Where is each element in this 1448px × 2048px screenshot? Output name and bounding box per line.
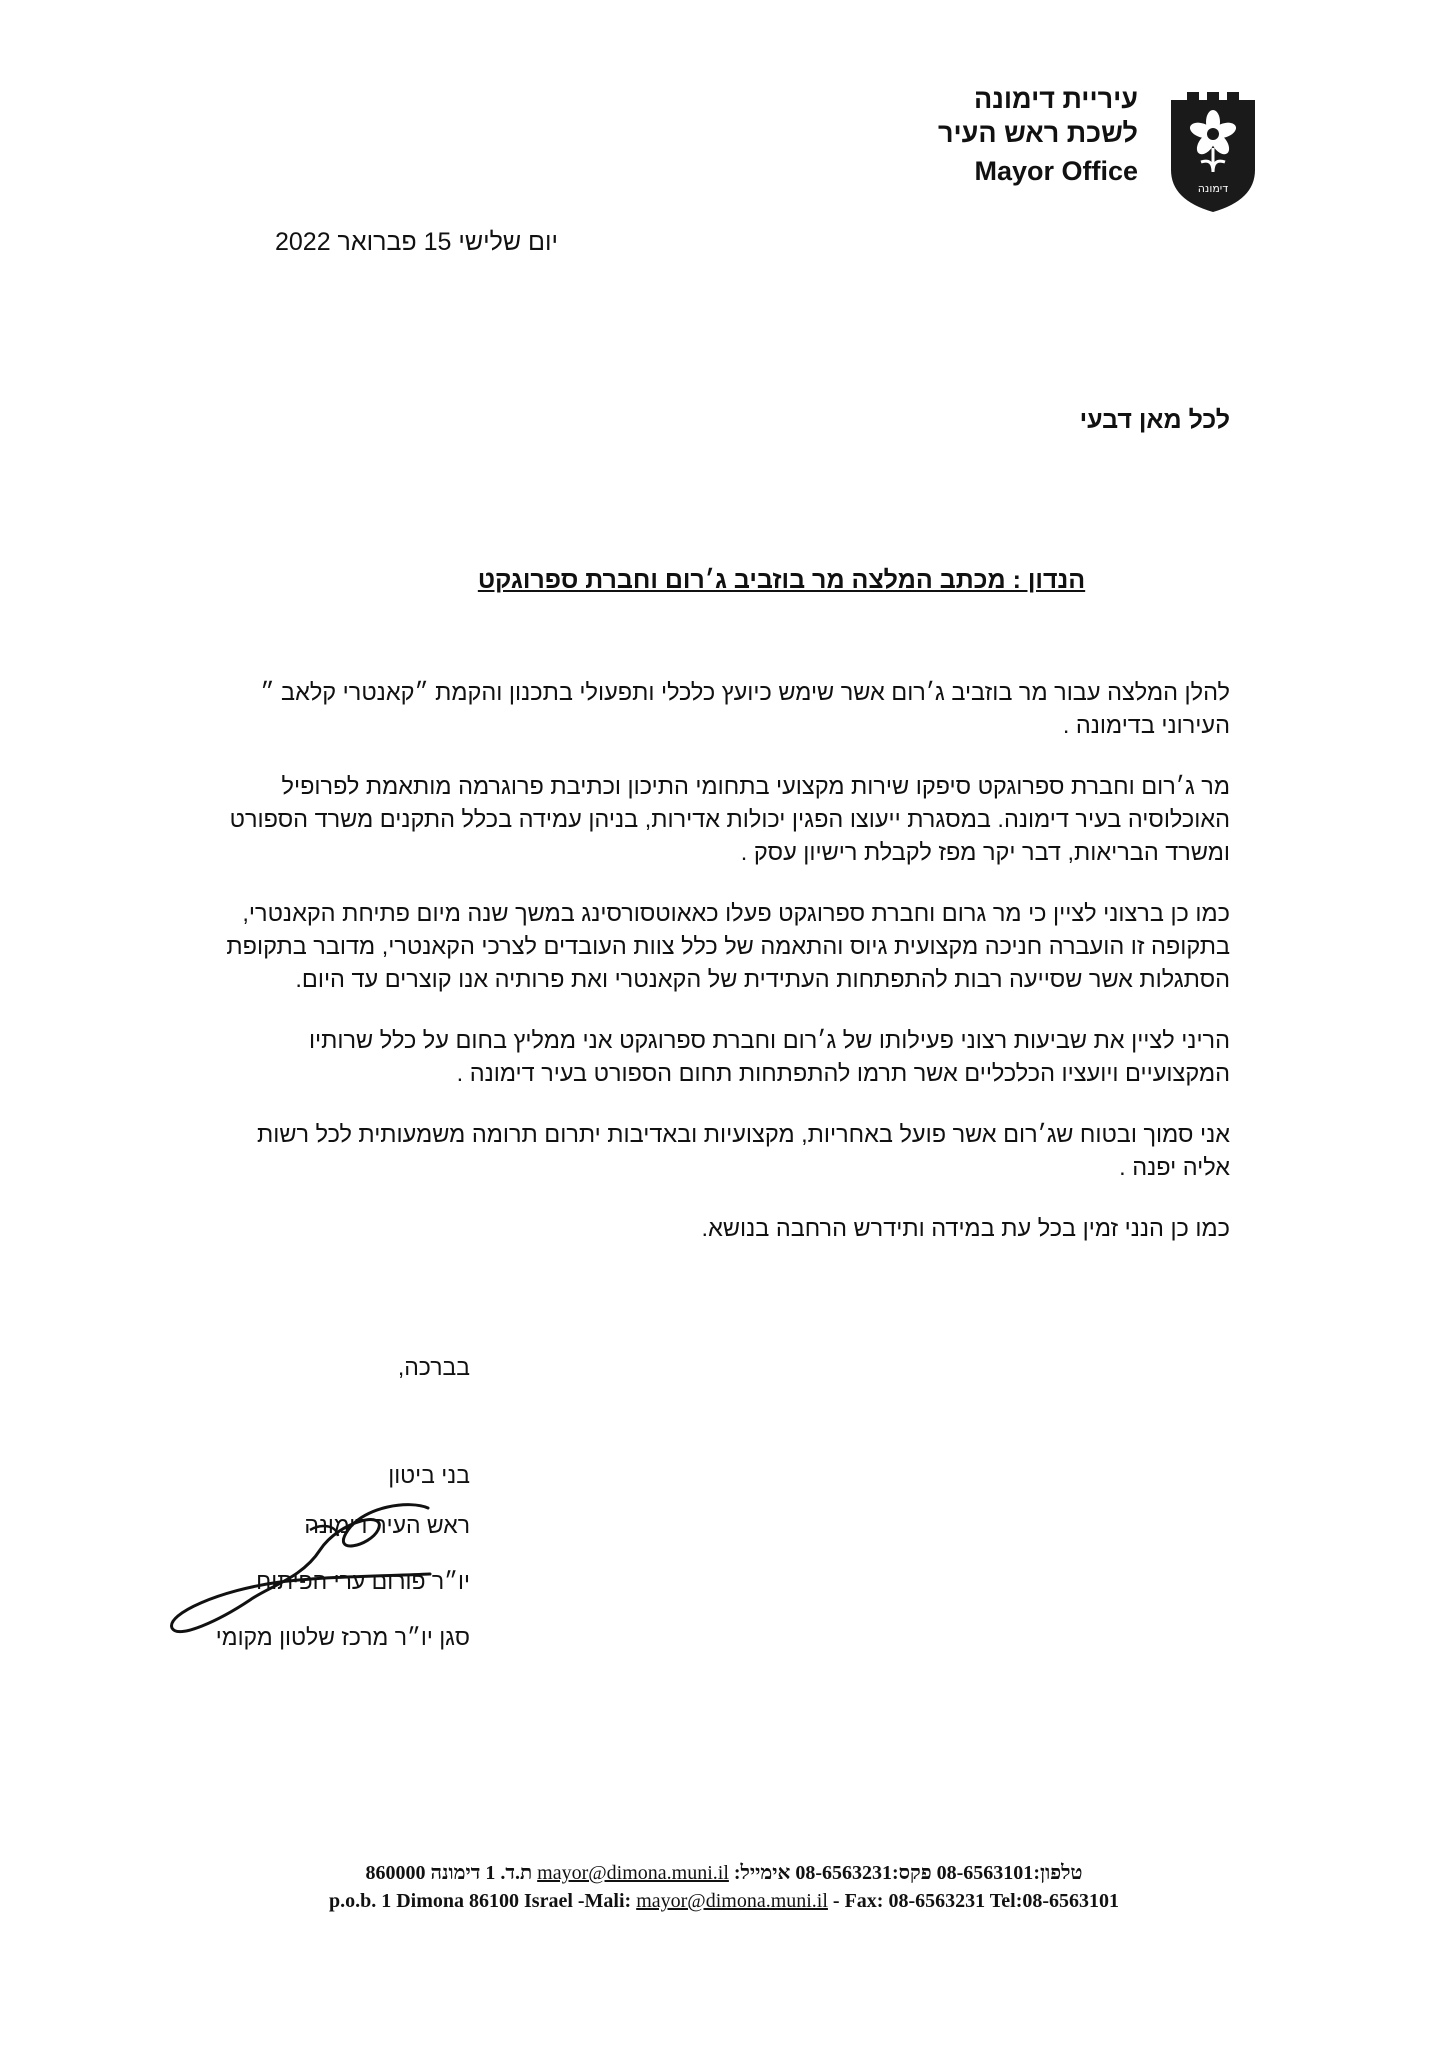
letterhead-municipality: עיריית דימונה [974, 84, 1138, 114]
subject-text: הנדון : מכתב המלצה מר בוזביב ג׳רום וחברת ספרוגקט [477, 566, 1086, 594]
letter-date: יום שלישי 15 פברואר 2022 [274, 228, 558, 256]
footer-contact-en [0, 1890, 1448, 1913]
dimona-city-emblem [1165, 92, 1261, 212]
letterhead-office-en: Mayor Office [974, 156, 1138, 186]
paragraph: מר ג׳רום וחברת ספרוגקט סיפקו שירות מקצועי בתחומי התיכון וכתיבת פרוגרמה מותאמת לפרופיל האוכלוסיה בעיר דימונה. במסגרת ייעוצו הפגין יכולות אדירות, בניהן עמידה בכלל התקנים משרד הספורט ומשרד הבריאות, דבר יקר מפז לקבלת רישיון עסק . [229, 773, 1230, 865]
paragraph: כמו כן ברצוני לציין כי מר גרום וחברת ספרוגקט פעלו כאאוטסורסינג במשך שנה מיום פתיחת הקאנטרי, בתקופה זו הועברה חניכה מקצועית גיוס והתאמה של כלל צוות העובדים לצרכי הקאנטרי, מדובר בתקופת הסתגלות אשר שסייעה רבות להתפתחות העתידית של הקאנטרי ואת פרותיה אנו קוצרים עד היום. [226, 900, 1230, 992]
footer-text: - Fax: 08-6563231 Tel:08-6563101 [827, 1890, 1120, 1912]
signatory-name: בני ביטון [388, 1462, 470, 1488]
signatory-title: יו״ר פורום ערי הפיתוח [256, 1568, 470, 1594]
closing: בברכה, [397, 1354, 470, 1380]
letterhead-office: לשכת ראש העיר [937, 118, 1138, 148]
paragraph: הריני לציין את שביעות רצוני פעילותו של ג׳רום וחברת ספרוגקט אני ממליץ בחום על כלל שרותיו המקצועיים ויועציו הכלכליים אשר תרמו להתפתחות תחום הספורט בעיר דימונה . [308, 1027, 1230, 1086]
footer-text: טלפון:08-6563101 פקס:08-6563231 אימייל: [728, 1862, 1083, 1884]
signatory-title: ראש העיר דימונה [304, 1512, 470, 1538]
subject-line [0, 566, 1448, 595]
salutation: לכל מאן דבעי [1079, 406, 1230, 434]
footer-text: ת.ד. 1 דימונה 860000 [365, 1862, 538, 1884]
paragraph: להלן המלצה עבור מר בוזביב ג׳רום אשר שימש כיועץ כלכלי ותפעולי בתכנון והקמת ״קאנטרי קלאב ״ העירוני בדימונה . [260, 679, 1230, 738]
footer-email-link[interactable]: mayor@dimona.muni.il [537, 1862, 729, 1884]
letter-body [220, 676, 1230, 1273]
footer-email-link[interactable]: mayor@dimona.muni.il [636, 1890, 828, 1912]
paragraph: אני סמוך ובטוח שג׳רום אשר פועל באחריות, מקצועיות ובאדיבות יתרום תרומה משמעותית לכל רשות אליה יפנה . [257, 1121, 1230, 1180]
paragraph: כמו כן הנני זמין בכל עת במידה ותידרש הרחבה בנושא. [701, 1215, 1230, 1241]
footer-contact-he [0, 1862, 1448, 1885]
footer-text: p.o.b. 1 Dimona 86100 Israel -Mali: [328, 1890, 637, 1912]
svg-text:דימונה: דימונה [1197, 182, 1229, 195]
signatory-title: סגן יו״ר מרכז שלטון מקומי [215, 1624, 470, 1650]
handwritten-signature [160, 1490, 460, 1650]
